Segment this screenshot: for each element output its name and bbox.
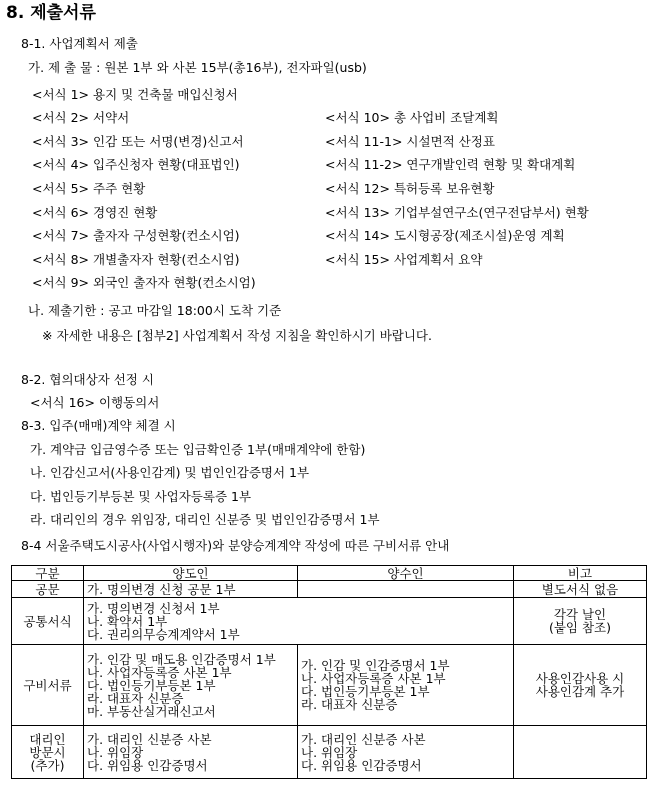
remark-line: 각각 날인 (553, 607, 607, 622)
doc-line: 나. 사업자등록증 사본 1부 (87, 664, 232, 680)
transferor-cell: 가. 명의변경 신청 공문 1부 (84, 581, 298, 598)
submission-items-text: 가. 제 출 물 : 원본 1부 와 사본 15부(총16부), 전자파일(usb) (28, 60, 367, 75)
doc-line: 라. 대표자 신분증 (301, 697, 398, 712)
form-item: <서식 13> 기업부설연구소(연구전담부서) 현황 (325, 205, 589, 220)
required-documents-table (11, 565, 647, 779)
subsection-8-4-heading: 8-4 서울주택도시공사(사업시행자)와 분양승계계약 작성에 따른 구비서류 안내 (21, 538, 450, 553)
subsection-8-2-heading: 8-2. 협의대상자 선정 시 (21, 372, 154, 387)
deadline-text: 나. 제출기한 : 공고 마감일 18:00시 도착 기준 (28, 303, 282, 318)
form-item: <서식 2> 서약서 (32, 110, 130, 125)
contract-doc-item: 가. 계약금 입금영수증 또는 입금확인증 1부(매매계약에 한함) (30, 442, 366, 457)
column-header: 구분 (12, 566, 84, 581)
remark-line: 사용인감계 추가 (535, 684, 625, 699)
remark-cell (514, 726, 647, 779)
doc-line: 다. 법인등기부등본 1부 (301, 684, 430, 699)
doc-line: 마. 부동산실거래신고서 (87, 703, 216, 719)
doc-line: 다. 위임용 인감증명서 (87, 757, 208, 773)
transferee-cell (298, 581, 514, 598)
remark-cell (514, 645, 647, 726)
subsection-8-3-heading: 8-3. 입주(매매)계약 체결 시 (21, 418, 176, 433)
transferor-cell (84, 726, 298, 779)
note-text: ※ 자세한 내용은 [첨부2] 사업계획서 작성 지침을 확인하시기 바랍니다. (42, 328, 432, 343)
column-header: 양도인 (84, 566, 298, 581)
section-title: 8. 제출서류 (6, 3, 96, 23)
form-item: <서식 1> 용지 및 건축물 매입신청서 (32, 87, 238, 102)
table-header-row (12, 566, 647, 581)
category-cell: 구비서류 (12, 645, 84, 726)
form-item: <서식 11-1> 시설면적 산정표 (325, 134, 495, 149)
doc-line: 다. 위임용 인감증명서 (301, 757, 422, 773)
column-header: 양수인 (298, 566, 514, 581)
doc-line: 가. 인감 및 인감증명서 1부 (301, 658, 450, 673)
doc-line: 나. 확약서 1부 (87, 613, 168, 629)
transferor-cell (84, 598, 514, 645)
doc-line: 나. 위임장 (87, 744, 144, 760)
category-line: 방문시 (29, 744, 66, 760)
category-line: (추가) (30, 757, 65, 773)
form-item: <서식 7> 출자자 구성현황(컨소시엄) (32, 228, 240, 243)
doc-line: 다. 법인등기부등본 1부 (87, 677, 216, 693)
form-item: <서식 4> 입주신청자 현황(대표법인) (32, 157, 240, 172)
transferee-cell (298, 645, 514, 726)
form-item: <서식 12> 특허등록 보유현황 (325, 181, 495, 196)
form-item: <서식 10> 총 사업비 조달계획 (325, 110, 499, 125)
subsection-8-1-heading: 8-1. 사업계획서 제출 (21, 36, 138, 51)
remark-cell (514, 598, 647, 645)
doc-line: 다. 권리의무승계계약서 1부 (87, 626, 240, 642)
table-row (12, 581, 647, 598)
category-line: 대리인 (29, 731, 66, 747)
column-header: 비고 (514, 566, 647, 581)
doc-line: 나. 사업자등록증 사본 1부 (301, 671, 446, 686)
contract-doc-item: 라. 대리인의 경우 위임장, 대리인 신분증 및 법인인감증명서 1부 (30, 512, 380, 527)
doc-line: 나. 위임장 (301, 744, 358, 760)
category-cell: 공통서식 (12, 598, 84, 645)
transferee-cell (298, 726, 514, 779)
doc-line: 가. 인감 및 매도용 인감증명서 1부 (87, 651, 276, 667)
form-item: <서식 16> 이행동의서 (30, 395, 160, 410)
table-row (12, 726, 647, 779)
remark-line: 사용인감사용 시 (535, 671, 625, 686)
transferor-cell (84, 645, 298, 726)
form-item: <서식 9> 외국인 출자자 현황(컨소시엄) (32, 275, 256, 290)
form-item: <서식 5> 주주 현황 (32, 181, 146, 196)
remark-cell: 별도서식 없음 (514, 581, 647, 598)
category-cell: 공문 (12, 581, 84, 598)
form-item: <서식 6> 경영진 현황 (32, 205, 158, 220)
form-item: <서식 14> 도시형공장(제조시설)운영 계획 (325, 228, 565, 243)
contract-doc-item: 다. 법인등기부등본 및 사업자등록증 1부 (30, 489, 252, 504)
table-row (12, 598, 647, 645)
table-row (12, 645, 647, 726)
form-item: <서식 15> 사업계획서 요약 (325, 252, 483, 267)
doc-line: 가. 대리인 신분증 사본 (301, 731, 426, 747)
doc-line: 가. 대리인 신분증 사본 (87, 731, 212, 747)
category-cell (12, 726, 84, 779)
remark-line: (붙임 참조) (548, 620, 612, 635)
form-item: <서식 11-2> 연구개발인력 현황 및 확대계획 (325, 157, 576, 172)
doc-line: 라. 대표자 신분증 (87, 690, 184, 706)
form-item: <서식 8> 개별출자자 현황(컨소시엄) (32, 252, 240, 267)
form-item: <서식 3> 인감 또는 서명(변경)신고서 (32, 134, 244, 149)
doc-line: 가. 명의변경 신청서 1부 (87, 600, 220, 616)
contract-doc-item: 나. 인감신고서(사용인감계) 및 법인인감증명서 1부 (30, 465, 310, 480)
